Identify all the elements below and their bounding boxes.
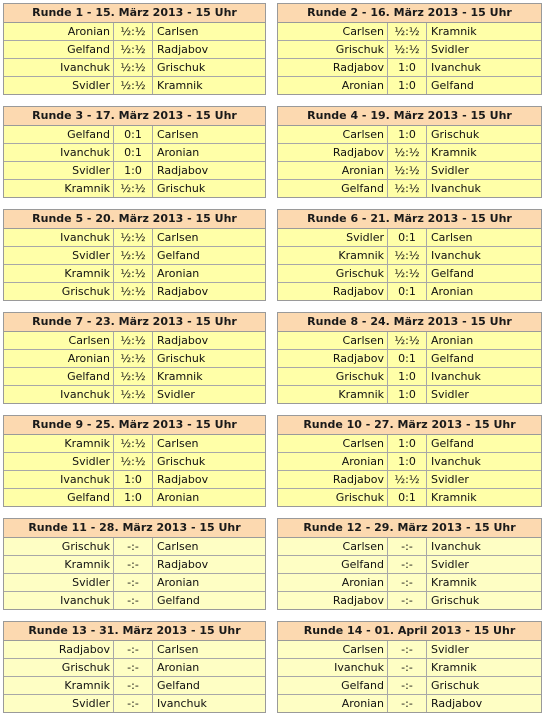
white-player: Carlsen: [278, 332, 388, 349]
black-player: Aronian: [153, 489, 265, 506]
white-player: Carlsen: [278, 435, 388, 452]
game-result: 1:0: [388, 77, 427, 94]
game-result: -:-: [114, 574, 153, 591]
white-player: Svidler: [4, 695, 114, 712]
black-player: Aronian: [153, 574, 265, 591]
white-player: Carlsen: [278, 538, 388, 555]
round-table: [277, 415, 542, 507]
game-row: [278, 332, 541, 350]
game-row: [4, 641, 265, 659]
black-player: Ivanchuk: [427, 453, 541, 470]
game-row: [4, 574, 265, 592]
white-player: Aronian: [278, 695, 388, 712]
game-result: -:-: [114, 592, 153, 609]
black-player: Gelfand: [153, 247, 265, 264]
white-player: Aronian: [278, 453, 388, 470]
white-player: Svidler: [4, 162, 114, 179]
white-player: Kramnik: [4, 435, 114, 452]
black-player: Ivanchuk: [427, 538, 541, 555]
round-table: [3, 621, 266, 713]
round-title: Runde 12 - 29. März 2013 - 15 Uhr: [278, 519, 541, 538]
game-row: [4, 386, 265, 403]
round-title: Runde 11 - 28. März 2013 - 15 Uhr: [4, 519, 265, 538]
black-player: Kramnik: [427, 574, 541, 591]
white-player: Carlsen: [278, 641, 388, 658]
white-player: Svidler: [4, 453, 114, 470]
game-result: ½:½: [388, 247, 427, 264]
game-result: ½:½: [388, 471, 427, 488]
round-table: [3, 415, 266, 507]
white-player: Carlsen: [278, 23, 388, 40]
game-row: [278, 435, 541, 453]
game-row: [278, 574, 541, 592]
white-player: Grischuk: [4, 659, 114, 676]
white-player: Carlsen: [4, 332, 114, 349]
game-result: ½:½: [388, 180, 427, 197]
white-player: Gelfand: [4, 368, 114, 385]
game-result: -:-: [388, 538, 427, 555]
game-result: -:-: [388, 574, 427, 591]
game-row: [4, 41, 265, 59]
game-row: [4, 229, 265, 247]
black-player: Kramnik: [153, 77, 265, 94]
game-row: [4, 265, 265, 283]
black-player: Kramnik: [427, 489, 541, 506]
black-player: Radjabov: [153, 283, 265, 300]
game-result: ½:½: [114, 229, 153, 246]
white-player: Aronian: [278, 574, 388, 591]
game-result: -:-: [114, 695, 153, 712]
black-player: Ivanchuk: [427, 180, 541, 197]
game-result: 1:0: [388, 435, 427, 452]
black-player: Ivanchuk: [427, 368, 541, 385]
game-result: ½:½: [114, 77, 153, 94]
black-player: Gelfand: [153, 592, 265, 609]
white-player: Kramnik: [278, 247, 388, 264]
black-player: Aronian: [153, 265, 265, 282]
game-row: [4, 471, 265, 489]
round-title: Runde 6 - 21. März 2013 - 15 Uhr: [278, 210, 541, 229]
round-table: [3, 3, 266, 95]
white-player: Kramnik: [4, 677, 114, 694]
white-player: Gelfand: [4, 489, 114, 506]
black-player: Kramnik: [427, 659, 541, 676]
round-table: [3, 312, 266, 404]
white-player: Radjabov: [278, 350, 388, 367]
game-row: [278, 229, 541, 247]
white-player: Ivanchuk: [278, 659, 388, 676]
black-player: Svidler: [427, 471, 541, 488]
white-player: Carlsen: [278, 126, 388, 143]
round-title: Runde 8 - 24. März 2013 - 15 Uhr: [278, 313, 541, 332]
black-player: Radjabov: [153, 471, 265, 488]
game-row: [278, 162, 541, 180]
white-player: Ivanchuk: [4, 471, 114, 488]
game-row: [278, 144, 541, 162]
black-player: Carlsen: [153, 23, 265, 40]
white-player: Aronian: [4, 23, 114, 40]
white-player: Ivanchuk: [4, 229, 114, 246]
black-player: Grischuk: [153, 350, 265, 367]
game-result: ½:½: [114, 368, 153, 385]
game-result: 0:1: [114, 144, 153, 161]
round-table: [3, 518, 266, 610]
game-row: [4, 126, 265, 144]
game-result: ½:½: [114, 247, 153, 264]
game-row: [278, 23, 541, 41]
game-result: ½:½: [114, 435, 153, 452]
black-player: Aronian: [427, 332, 541, 349]
game-result: 0:1: [388, 229, 427, 246]
game-row: [278, 350, 541, 368]
black-player: Svidler: [153, 386, 265, 403]
game-row: [278, 386, 541, 403]
game-row: [278, 453, 541, 471]
white-player: Aronian: [278, 77, 388, 94]
game-result: ½:½: [388, 23, 427, 40]
black-player: Carlsen: [427, 229, 541, 246]
black-player: Svidler: [427, 386, 541, 403]
game-row: [278, 59, 541, 77]
game-row: [4, 556, 265, 574]
white-player: Gelfand: [278, 556, 388, 573]
white-player: Kramnik: [4, 265, 114, 282]
white-player: Grischuk: [4, 283, 114, 300]
game-row: [4, 162, 265, 180]
game-row: [278, 180, 541, 197]
black-player: Aronian: [153, 144, 265, 161]
black-player: Radjabov: [427, 695, 541, 712]
game-result: 1:0: [388, 386, 427, 403]
black-player: Kramnik: [153, 368, 265, 385]
black-player: Radjabov: [153, 556, 265, 573]
game-result: -:-: [114, 659, 153, 676]
black-player: Svidler: [427, 41, 541, 58]
game-result: -:-: [388, 592, 427, 609]
game-result: ½:½: [114, 350, 153, 367]
game-row: [278, 247, 541, 265]
game-row: [278, 695, 541, 712]
game-result: ½:½: [114, 23, 153, 40]
black-player: Svidler: [427, 641, 541, 658]
white-player: Radjabov: [278, 592, 388, 609]
black-player: Gelfand: [427, 265, 541, 282]
white-player: Svidler: [4, 247, 114, 264]
round-table: [277, 621, 542, 713]
white-player: Grischuk: [4, 538, 114, 555]
game-result: -:-: [114, 538, 153, 555]
game-row: [4, 592, 265, 609]
game-result: 0:1: [114, 126, 153, 143]
round-title: Runde 7 - 23. März 2013 - 15 Uhr: [4, 313, 265, 332]
game-result: ½:½: [114, 59, 153, 76]
game-result: 1:0: [388, 368, 427, 385]
white-player: Grischuk: [278, 41, 388, 58]
white-player: Radjabov: [278, 283, 388, 300]
black-player: Grischuk: [427, 592, 541, 609]
game-row: [4, 247, 265, 265]
black-player: Aronian: [153, 659, 265, 676]
game-result: 0:1: [388, 283, 427, 300]
game-row: [4, 59, 265, 77]
black-player: Svidler: [427, 556, 541, 573]
game-row: [278, 77, 541, 94]
black-player: Gelfand: [427, 350, 541, 367]
game-row: [278, 641, 541, 659]
white-player: Radjabov: [278, 59, 388, 76]
round-title: Runde 3 - 17. März 2013 - 15 Uhr: [4, 107, 265, 126]
black-player: Grischuk: [153, 59, 265, 76]
white-player: Svidler: [4, 77, 114, 94]
black-player: Kramnik: [427, 23, 541, 40]
round-title: Runde 2 - 16. März 2013 - 15 Uhr: [278, 4, 541, 23]
game-row: [4, 350, 265, 368]
game-result: 1:0: [388, 453, 427, 470]
game-row: [4, 677, 265, 695]
white-player: Radjabov: [4, 641, 114, 658]
game-result: ½:½: [388, 265, 427, 282]
black-player: Carlsen: [153, 126, 265, 143]
game-result: ½:½: [114, 386, 153, 403]
white-player: Radjabov: [278, 471, 388, 488]
black-player: Carlsen: [153, 435, 265, 452]
game-row: [4, 489, 265, 506]
game-result: -:-: [388, 677, 427, 694]
game-row: [4, 659, 265, 677]
game-result: ½:½: [114, 283, 153, 300]
game-row: [278, 265, 541, 283]
round-table: [277, 3, 542, 95]
black-player: Grischuk: [427, 126, 541, 143]
game-row: [4, 144, 265, 162]
black-player: Gelfand: [427, 77, 541, 94]
black-player: Ivanchuk: [427, 59, 541, 76]
white-player: Ivanchuk: [4, 592, 114, 609]
black-player: Grischuk: [153, 453, 265, 470]
round-table: [277, 209, 542, 301]
round-table: [277, 106, 542, 198]
white-player: Grischuk: [278, 368, 388, 385]
game-row: [278, 659, 541, 677]
black-player: Kramnik: [427, 144, 541, 161]
game-row: [4, 368, 265, 386]
black-player: Grischuk: [427, 677, 541, 694]
game-row: [4, 180, 265, 197]
white-player: Radjabov: [278, 144, 388, 161]
game-row: [278, 283, 541, 300]
round-table: [3, 209, 266, 301]
game-result: 0:1: [388, 489, 427, 506]
white-player: Gelfand: [278, 180, 388, 197]
game-row: [278, 592, 541, 609]
white-player: Gelfand: [278, 677, 388, 694]
black-player: Radjabov: [153, 332, 265, 349]
game-row: [4, 695, 265, 712]
black-player: Ivanchuk: [153, 695, 265, 712]
game-result: ½:½: [388, 162, 427, 179]
game-result: 0:1: [388, 350, 427, 367]
game-result: -:-: [388, 556, 427, 573]
black-player: Aronian: [427, 283, 541, 300]
game-result: ½:½: [388, 41, 427, 58]
game-row: [4, 435, 265, 453]
game-row: [278, 677, 541, 695]
round-title: Runde 13 - 31. März 2013 - 15 Uhr: [4, 622, 265, 641]
game-row: [4, 77, 265, 94]
game-result: 1:0: [114, 162, 153, 179]
white-player: Kramnik: [4, 556, 114, 573]
black-player: Carlsen: [153, 229, 265, 246]
black-player: Gelfand: [153, 677, 265, 694]
game-result: -:-: [388, 641, 427, 658]
game-result: ½:½: [388, 332, 427, 349]
game-result: -:-: [388, 659, 427, 676]
game-row: [4, 332, 265, 350]
round-title: Runde 10 - 27. März 2013 - 15 Uhr: [278, 416, 541, 435]
round-table: [277, 518, 542, 610]
white-player: Aronian: [4, 350, 114, 367]
game-result: -:-: [388, 695, 427, 712]
black-player: Grischuk: [153, 180, 265, 197]
game-result: ½:½: [114, 265, 153, 282]
game-row: [4, 283, 265, 300]
game-result: ½:½: [114, 332, 153, 349]
black-player: Gelfand: [427, 435, 541, 452]
game-row: [278, 489, 541, 506]
game-result: 1:0: [114, 471, 153, 488]
game-row: [278, 126, 541, 144]
game-row: [4, 23, 265, 41]
white-player: Gelfand: [4, 41, 114, 58]
game-result: ½:½: [114, 180, 153, 197]
black-player: Svidler: [427, 162, 541, 179]
game-row: [278, 41, 541, 59]
round-title: Runde 1 - 15. März 2013 - 15 Uhr: [4, 4, 265, 23]
game-result: 1:0: [114, 489, 153, 506]
game-result: -:-: [114, 677, 153, 694]
white-player: Ivanchuk: [4, 59, 114, 76]
white-player: Grischuk: [278, 265, 388, 282]
black-player: Ivanchuk: [427, 247, 541, 264]
game-result: ½:½: [114, 453, 153, 470]
round-title: Runde 4 - 19. März 2013 - 15 Uhr: [278, 107, 541, 126]
white-player: Gelfand: [4, 126, 114, 143]
round-title: Runde 14 - 01. April 2013 - 15 Uhr: [278, 622, 541, 641]
game-row: [278, 556, 541, 574]
game-row: [4, 453, 265, 471]
game-row: [278, 538, 541, 556]
round-title: Runde 5 - 20. März 2013 - 15 Uhr: [4, 210, 265, 229]
game-result: -:-: [114, 556, 153, 573]
game-row: [278, 368, 541, 386]
game-result: 1:0: [388, 59, 427, 76]
white-player: Kramnik: [278, 386, 388, 403]
round-title: Runde 9 - 25. März 2013 - 15 Uhr: [4, 416, 265, 435]
white-player: Ivanchuk: [4, 386, 114, 403]
white-player: Svidler: [278, 229, 388, 246]
round-table: [277, 312, 542, 404]
white-player: Aronian: [278, 162, 388, 179]
black-player: Carlsen: [153, 641, 265, 658]
black-player: Radjabov: [153, 41, 265, 58]
white-player: Grischuk: [278, 489, 388, 506]
game-result: ½:½: [114, 41, 153, 58]
white-player: Kramnik: [4, 180, 114, 197]
white-player: Svidler: [4, 574, 114, 591]
game-row: [4, 538, 265, 556]
game-result: 1:0: [388, 126, 427, 143]
black-player: Carlsen: [153, 538, 265, 555]
black-player: Radjabov: [153, 162, 265, 179]
round-table: [3, 106, 266, 198]
game-result: -:-: [114, 641, 153, 658]
white-player: Ivanchuk: [4, 144, 114, 161]
game-row: [278, 471, 541, 489]
game-result: ½:½: [388, 144, 427, 161]
